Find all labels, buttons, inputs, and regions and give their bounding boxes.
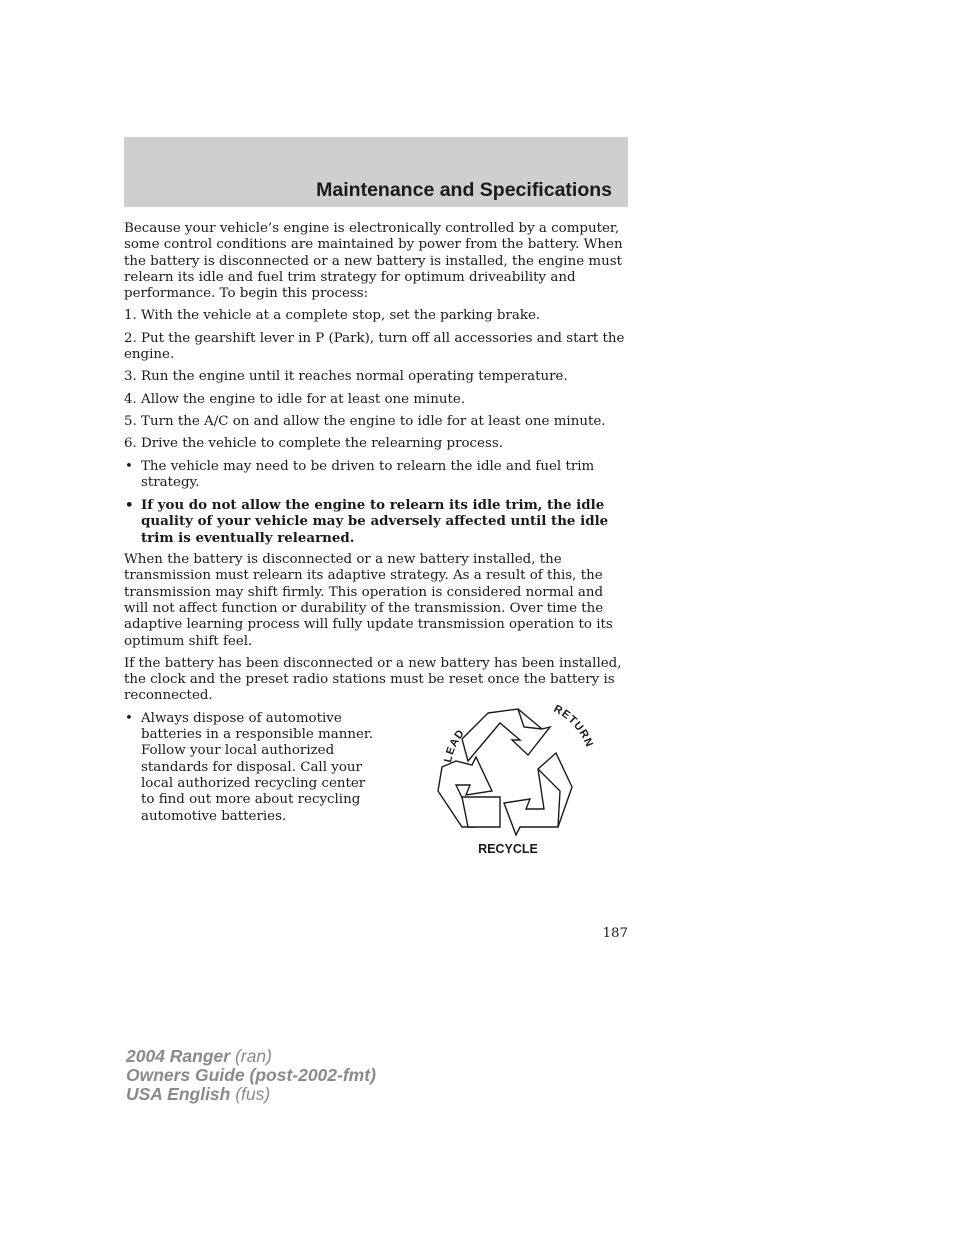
lead-label: LEAD (442, 726, 468, 764)
dispose-section (124, 704, 630, 891)
footer-model: 2004 Ranger (126, 1046, 231, 1066)
clock-paragraph: If the battery has been disconnected or a new battery has been installed, the clock and the preset radio stations must be reset once the battery is reconnected. (124, 655, 622, 704)
step-5: 5. Turn the A/C on and allow the engine to idle for at least one minute. (124, 413, 606, 429)
section-header-band (124, 137, 628, 207)
bullet-relearn-note (124, 459, 630, 492)
bullet-dispose-text: Always dispose of automotive batteries in a responsible manner. Follow your local authorized standards for disposal. Call your local authorized recycling center to find out more about recycling automotive batteries. (141, 710, 374, 824)
transmission-paragraph: When the battery is disconnected or a new battery installed, the transmission must relearn its adaptive strategy. As a result of this, the transmission may shift firmly. This operation is considered normal and will not affect function or durability of the transmission. Over time the adaptive learning process will fully update transmission operation to its optimum shift feel. (124, 552, 613, 649)
svg-text:RETURN (552, 705, 596, 749)
footer-language: USA English (126, 1084, 231, 1104)
bullet-warning (124, 497, 630, 546)
page-content (124, 221, 630, 891)
footer-language-code: (fus) (230, 1084, 271, 1104)
bullet-dispose (124, 711, 378, 825)
section-title: Maintenance and Specifications (316, 179, 612, 201)
recycle-arrow-right (504, 753, 572, 835)
recycle-label: RECYCLE (478, 841, 538, 856)
document-footer (126, 1047, 376, 1104)
bullet-marker: • (125, 497, 134, 514)
intro-paragraph: Because your vehicle’s engine is electronically controlled by a computer, some control conditions are maintained by power from the battery. When the battery is disconnected or a new battery is installed, the engine must relearn its idle and fuel trim strategy for optimum driveability and performance. To begin this process: (124, 221, 623, 302)
bullet-relearn-text: The vehicle may need to be driven to relearn the idle and fuel trim strategy. (141, 458, 595, 490)
step-6: 6. Drive the vehicle to complete the relearning process. (124, 436, 503, 452)
footer-model-code: (ran) (230, 1046, 272, 1066)
recycle-arrow-top (462, 709, 550, 761)
return-label: RETURN (551, 704, 596, 750)
bullet-marker: • (125, 458, 133, 474)
footer-line-2: Owners Guide (post-2002-fmt) (126, 1065, 376, 1085)
recycle-icon (420, 705, 600, 873)
step-3: 3. Run the engine until it reaches normal operating temperature. (124, 369, 568, 385)
step-1: 1. With the vehicle at a complete stop, set the parking brake. (124, 308, 541, 324)
step-2: 2. Put the gearshift lever in P (Park), turn off all accessories and start the engine. (124, 330, 625, 363)
bullet-warning-text: If you do not allow the engine to relearn its idle trim, the idle quality of your vehicle may be adversely affected until the idle trim is eventually relearned. (141, 497, 609, 546)
bullet-marker: • (125, 710, 133, 726)
page-number: 187 (602, 926, 628, 941)
footer-line-1 (126, 1047, 376, 1066)
footer-line-3 (126, 1085, 376, 1104)
step-4: 4. Allow the engine to idle for at least one minute. (124, 391, 466, 407)
